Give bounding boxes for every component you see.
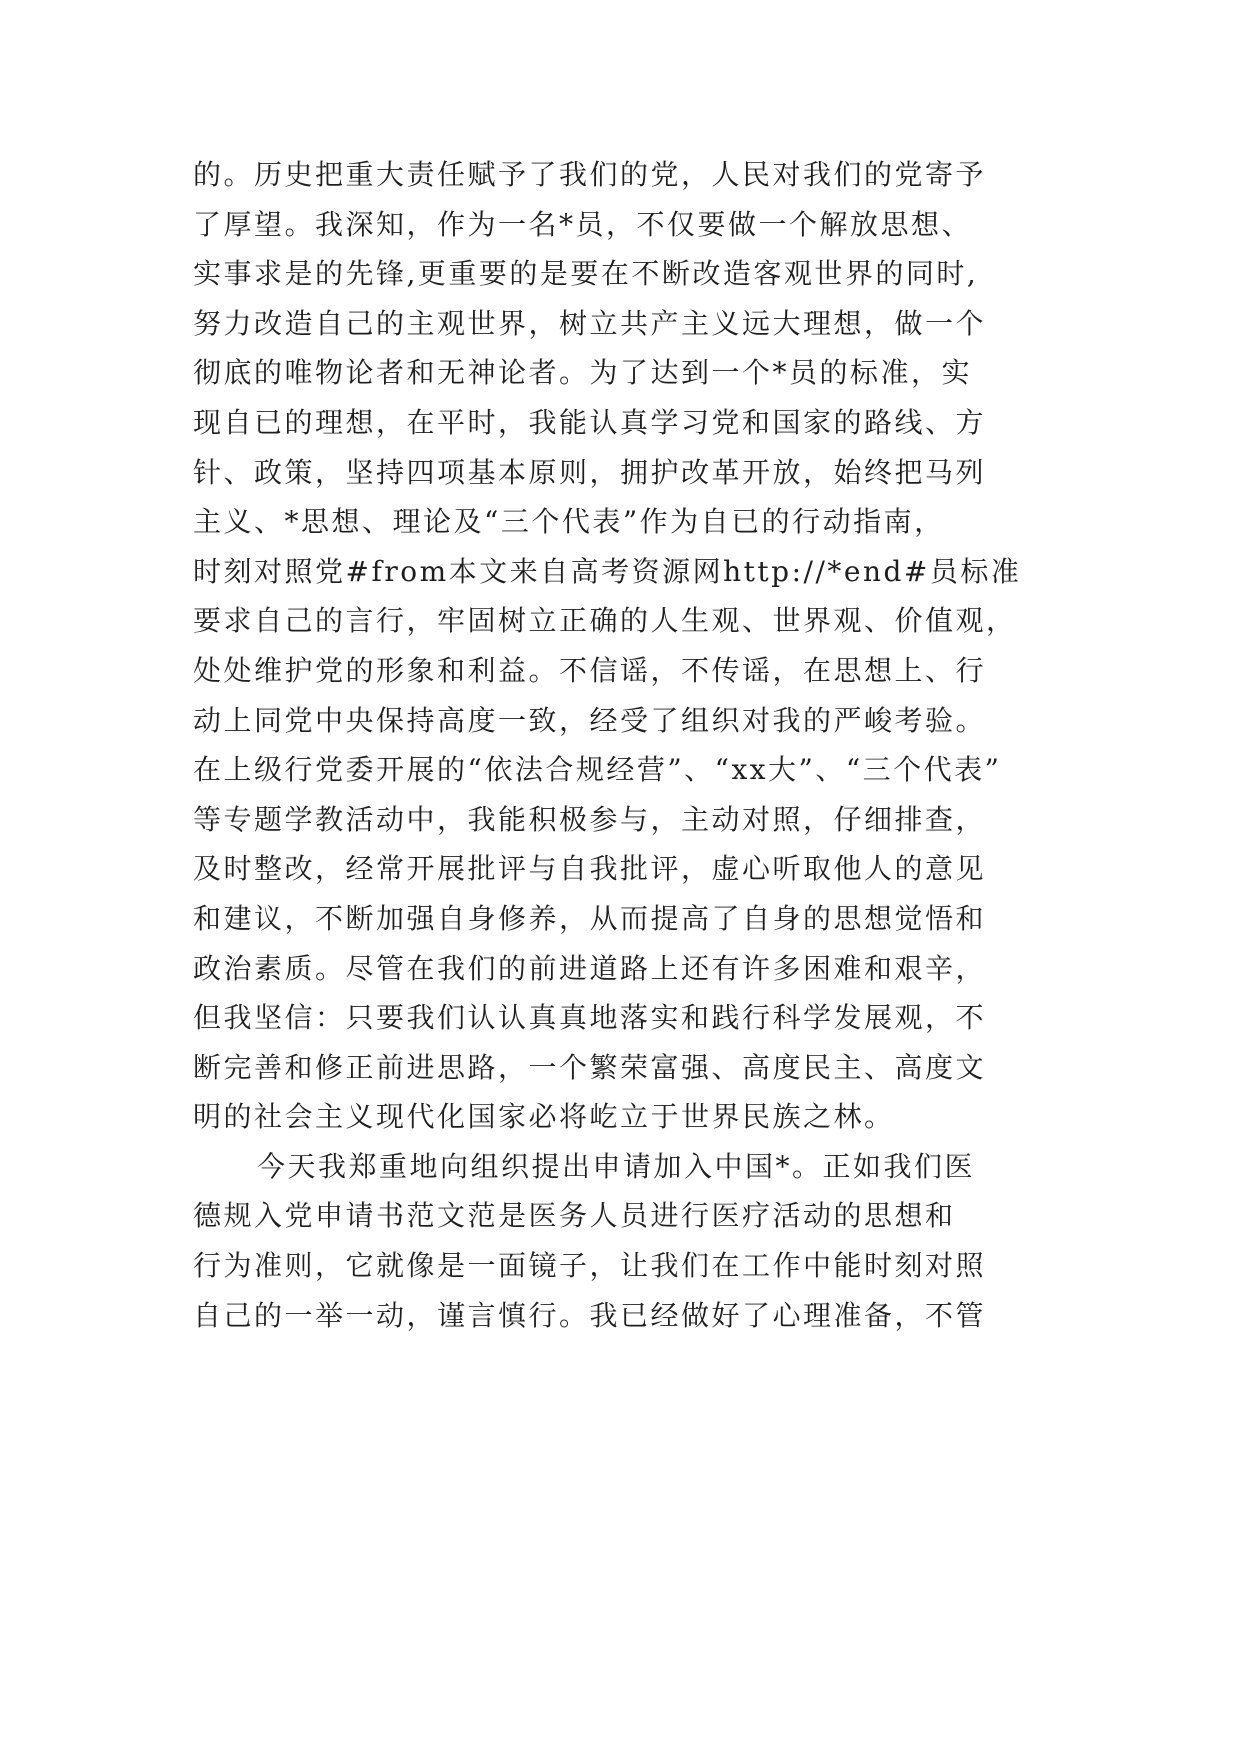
text-line: 德规入党申请书范文范是医务人员进行医疗活动的思想和 [193, 1199, 956, 1233]
document-body [193, 150, 1093, 1340]
text-line: 主义、*思想、理论及“三个代表”作为自已的行动指南， [193, 505, 945, 539]
text-line: 时刻对照党#from本文来自高考资源网http://*end#员标准 [193, 554, 1022, 588]
text-line: 但我坚信：只要我们认认真真地落实和践行科学发展观，不 [193, 1001, 987, 1035]
text-line: 针、政策，坚持四项基本原则，拥护改革开放，始终把马列 [193, 455, 987, 489]
paragraph-first-line: 今天我郑重地向组织提出申请加入中国*。正如我们医 [257, 1149, 976, 1183]
text-line: 断完善和修正前进思路，一个繁荣富强、高度民主、高度文 [193, 1050, 987, 1084]
text-line: 的。历史把重大责任赋予了我们的党，人民对我们的党寄予 [193, 158, 987, 191]
text-line: 行为准则，它就像是一面镜子，让我们在工作中能时刻对照 [193, 1249, 987, 1283]
text-line: 自己的一举一动，谨言慎行。我已经做好了心理准备，不管 [193, 1298, 987, 1332]
text-line: 现自已的理想，在平时，我能认真学习党和国家的路线、方 [193, 405, 987, 439]
text-line: 实事求是的先锋,更重要的是要在不断改造客观世界的同时, [193, 257, 979, 291]
text-line: 要求自己的言行，牢固树立正确的人生观、世界观、价值观， [193, 604, 1017, 638]
text-line: 彻底的唯物论者和无神论者。为了达到一个*员的标准，实 [193, 356, 973, 390]
text-line: 等专题学教活动中，我能积极参与，主动对照，仔细排查， [193, 802, 987, 836]
text-line: 了厚望。我深知，作为一名*员，不仅要做一个解放思想、 [193, 207, 973, 241]
text-line: 努力改造自己的主观世界，树立共产主义远大理想，做一个 [193, 306, 987, 340]
text-line: 和建议，不断加强自身修养，从而提高了自身的思想觉悟和 [193, 901, 987, 935]
text-line: 明的社会主义现代化国家必将屹立于世界民族之林。 [193, 1100, 895, 1134]
text-line: 动上同党中央保持高度一致，经受了组织对我的严峻考验。 [193, 703, 987, 737]
text-line: 政治素质。尽管在我们的前进道路上还有许多困难和艰辛， [193, 951, 987, 985]
text-line: 处处维护党的形象和利益。不信谣，不传谣，在思想上、行 [193, 653, 987, 687]
text-line: 在上级行党委开展的“依法合规经营”、“xx大”、“三个代表” [193, 753, 1002, 787]
text-line: 及时整改，经常开展批评与自我批评，虚心听取他人的意见 [193, 852, 987, 886]
